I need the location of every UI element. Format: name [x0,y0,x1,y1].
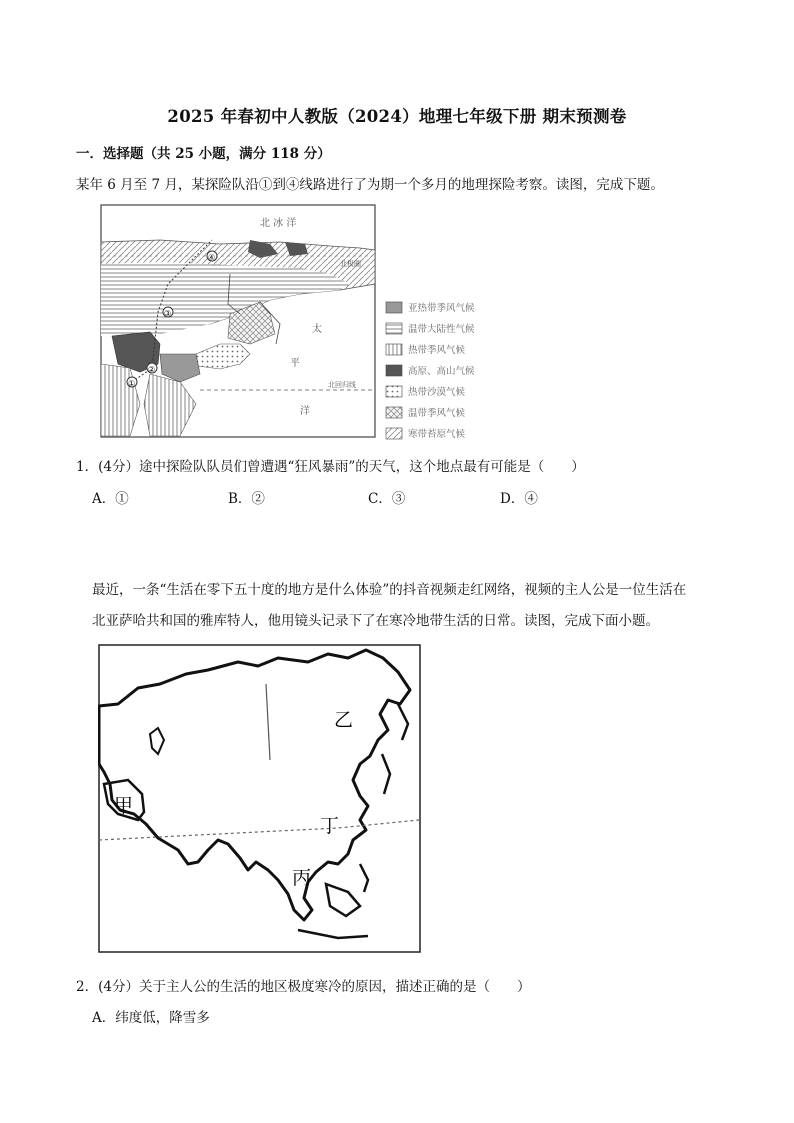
legend-label-2: 热带季风气候 [408,345,466,356]
map2-frame [99,645,420,952]
label-tropic: 北回归线 [328,381,356,389]
passage-1: 某年 6 月至 7 月，某探险队沿①到④线路进行了为期一个多月的地理探险考察。读图，完成下题。 [76,177,664,193]
q1-option-a[interactable]: A．① [92,491,129,507]
label-pacific-1: 太 [312,324,322,335]
legend-label-6: 寒带苔原气候 [408,429,466,440]
route-label-4: ④ [208,253,216,262]
label-pacific-3: 洋 [300,406,310,417]
page-title: 2025 年春初中人教版（2024）地理七年级下册 期末预测卷 [167,107,627,126]
section-heading: 一．选择题（共 25 小题，满分 118 分） [76,146,331,162]
label-pacific-2: 平 [290,358,300,369]
asia-map [98,644,421,953]
label-jia: 甲 [114,795,134,817]
legend-label-1: 温带大陆性气候 [408,324,475,335]
map1-legend [386,302,475,440]
legend-label-5: 温带季风气候 [408,408,466,419]
label-arctic-circle: 北极圈 [340,260,361,268]
q1-option-b[interactable]: B．② [228,491,265,507]
route-label-3: ③ [164,309,172,318]
label-ding: 丁 [320,815,340,837]
climate-map-figure [100,204,508,440]
question-2-stem: 2．(4分）关于主人公的生活的地区极度寒冷的原因，描述正确的是（ ） [76,979,531,995]
route-label-2: ② [148,365,156,374]
passage-2-line-2: 北亚萨哈共和国的雅库特人，他用镜头记录下了在寒冷地带生活的日常。读图，完成下面小题。 [92,613,659,629]
passage-2-line-1: 最近，一条“生活在零下五十度的地方是什么体验”的抖音视频走红网络，视频的主人公是一位生活在 [92,582,687,598]
label-arctic-ocean: 北 冰 洋 [260,218,297,229]
question-1-stem: 1．(4分）途中探险队队员们曾遭遇“狂风暴雨”的天气，这个地点最有可能是（ ） [76,459,585,475]
q1-option-c[interactable]: C．③ [368,491,406,507]
legend-label-4: 热带沙漠气候 [408,387,466,398]
legend-label-3: 高原、高山气候 [408,366,475,377]
climate-map [100,204,508,440]
legend-label-0: 亚热带季风气候 [408,303,475,314]
asia-map-figure [98,644,421,953]
q2-option-a[interactable]: A．纬度低，降雪多 [92,1010,210,1026]
label-yi: 乙 [334,709,354,731]
route-label-1: ① [128,379,136,388]
q1-option-d[interactable]: D．④ [500,491,538,507]
label-bing: 丙 [292,867,312,889]
